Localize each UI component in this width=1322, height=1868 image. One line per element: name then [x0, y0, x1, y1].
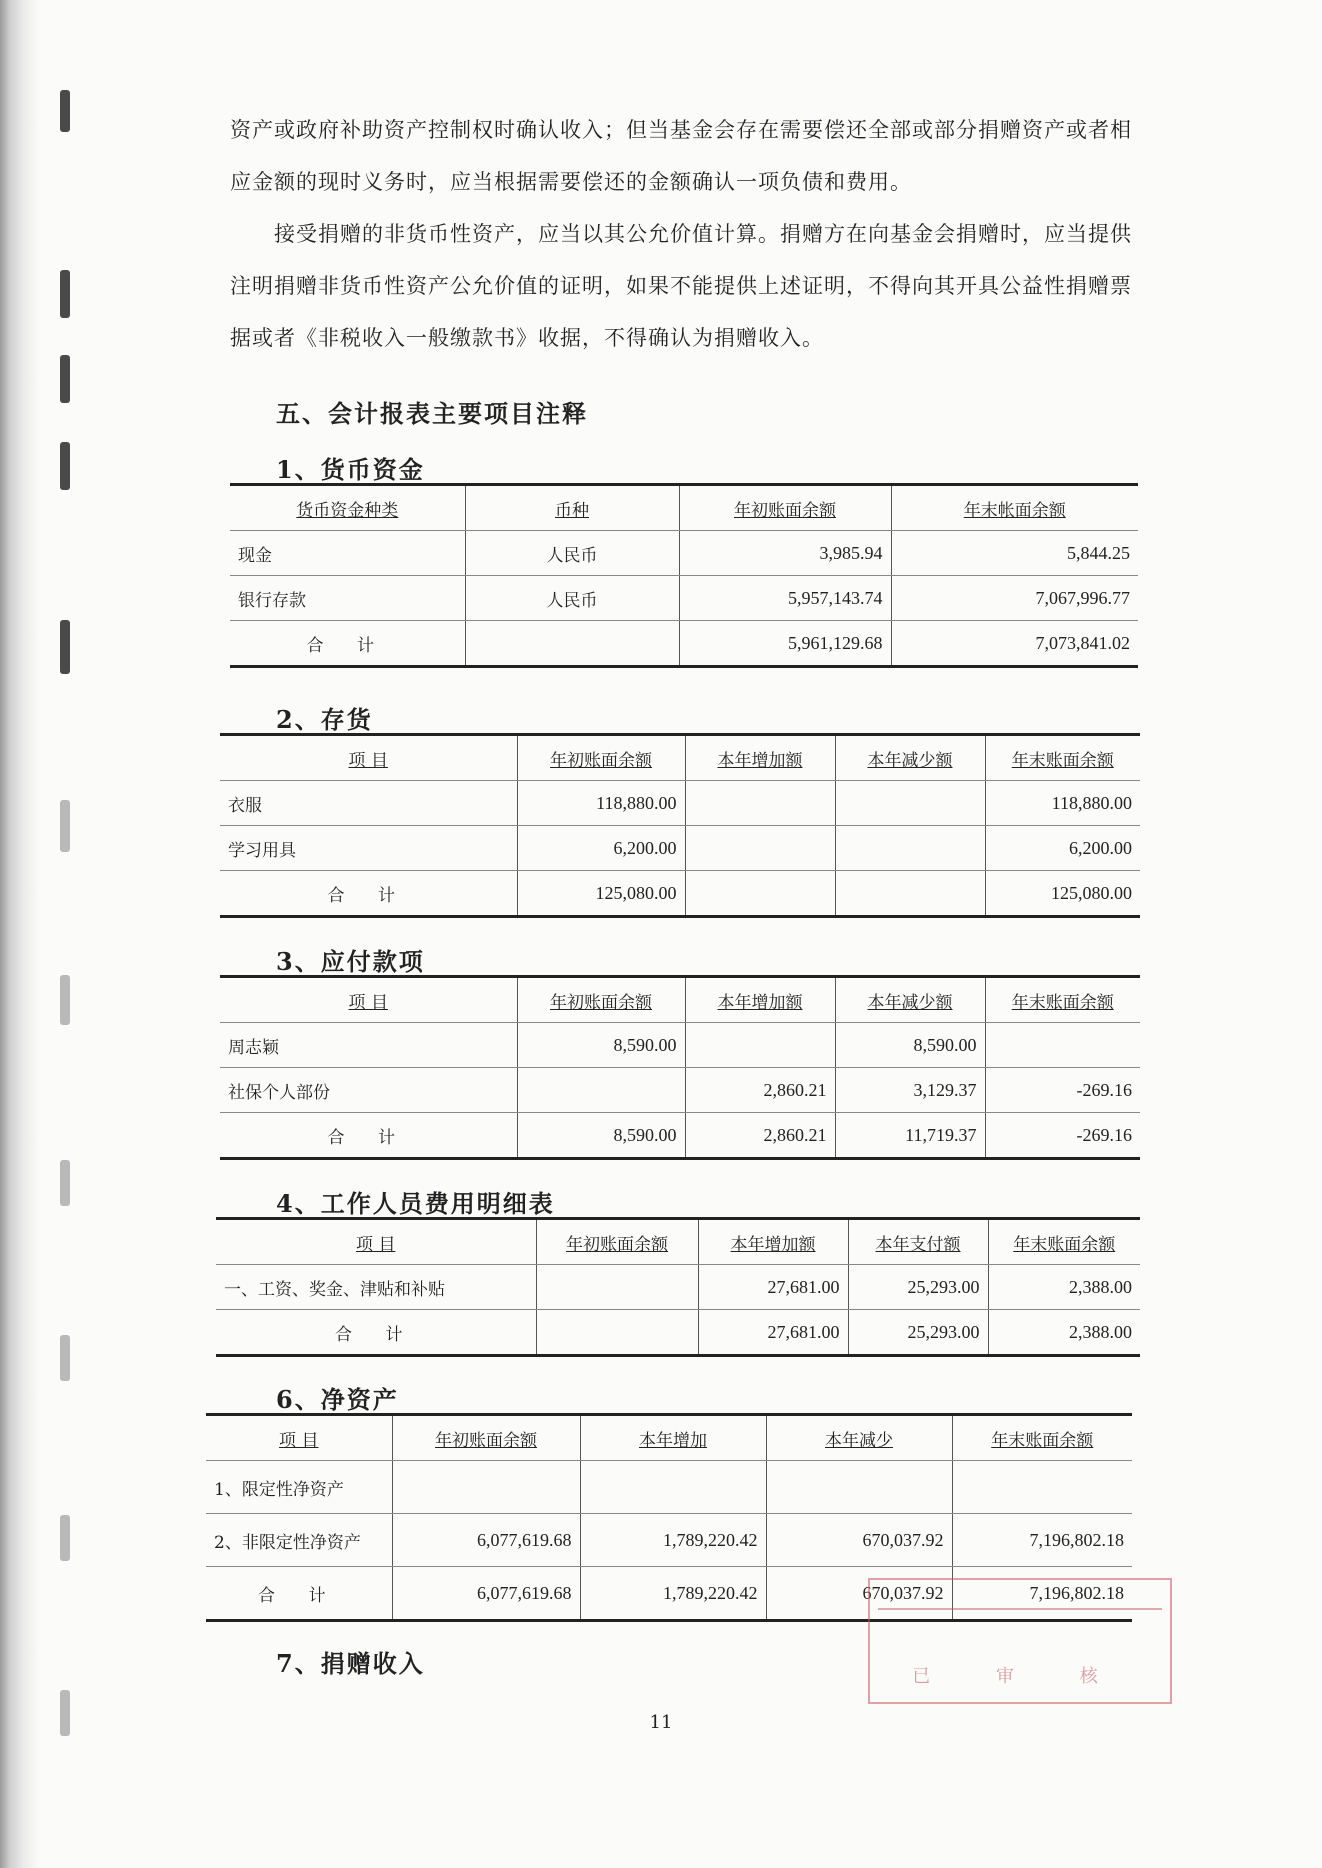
value-cell: 7,073,841.02	[891, 621, 1138, 667]
column-header: 项 目	[220, 977, 517, 1023]
table-row	[220, 781, 1140, 826]
total-label: 合 计	[230, 621, 465, 667]
value-cell: 3,985.94	[679, 531, 891, 576]
row-label: 一、工资、奖金、津贴和补贴	[216, 1265, 536, 1310]
value-cell: 7,067,996.77	[891, 576, 1138, 621]
value-cell: 670,037.92	[766, 1514, 952, 1567]
value-cell: 2,388.00	[988, 1310, 1140, 1356]
value-cell: 8,590.00	[517, 1023, 685, 1068]
value-cell	[536, 1265, 698, 1310]
table-header-row	[220, 735, 1140, 781]
value-cell: 8,590.00	[835, 1023, 985, 1068]
payables-title: 3、应付款项	[276, 947, 425, 976]
value-cell: 118,880.00	[985, 781, 1140, 826]
row-label: 社保个人部份	[220, 1068, 517, 1113]
value-cell	[536, 1310, 698, 1356]
row-label: 1、限定性净资产	[206, 1461, 392, 1514]
table-row	[206, 1514, 1132, 1567]
paragraph-noncash-donations-text: 接受捐赠的非货币性资产，应当以其公允价值计算。捐赠方在向基金会捐赠时，应当提供注明捐赠非货币性资产公允价值的证明，如果不能提供上述证明，不得向其开具公益性捐赠票据或者《非税收入一般缴款书》收据，不得确认为捐赠收入。	[230, 222, 1132, 350]
net-assets-title: 6、净资产	[276, 1385, 399, 1414]
value-cell: 11,719.37	[835, 1113, 985, 1159]
value-cell	[835, 826, 985, 871]
value-cell: 5,844.25	[891, 531, 1138, 576]
table-row	[230, 531, 1138, 576]
total-label: 合 计	[206, 1567, 392, 1621]
table-total-row	[216, 1310, 1140, 1356]
column-header: 本年增加	[580, 1415, 766, 1461]
value-cell: 670,037.92	[766, 1567, 952, 1621]
cash-table	[230, 483, 1138, 668]
table-total-row	[230, 621, 1138, 667]
value-cell: 6,077,619.68	[392, 1567, 580, 1621]
value-cell: 7,196,802.18	[952, 1514, 1132, 1567]
section-title: 五、会计报表主要项目注释	[276, 399, 588, 428]
value-cell: -269.16	[985, 1113, 1140, 1159]
inventory-table	[220, 733, 1140, 918]
stamp-bottom-text: 已 审 核	[912, 1666, 1128, 1687]
column-header: 本年减少额	[835, 977, 985, 1023]
column-header: 本年增加额	[685, 977, 835, 1023]
value-cell	[685, 871, 835, 917]
value-cell: 6,200.00	[517, 826, 685, 871]
column-header: 年初账面余额	[517, 735, 685, 781]
column-header: 币种	[465, 485, 679, 531]
currency-cell: 人民币	[465, 576, 679, 621]
value-cell	[517, 1068, 685, 1113]
table-row	[216, 1265, 1140, 1310]
value-cell	[685, 1023, 835, 1068]
table-header-row	[216, 1219, 1140, 1265]
value-cell: -269.16	[985, 1068, 1140, 1113]
value-cell: 5,957,143.74	[679, 576, 891, 621]
value-cell	[835, 781, 985, 826]
column-header: 年末账面余额	[952, 1415, 1132, 1461]
audit-stamp	[868, 1578, 1172, 1704]
column-header: 年末账面余额	[988, 1219, 1140, 1265]
table-row	[230, 576, 1138, 621]
value-cell: 1,789,220.42	[580, 1567, 766, 1621]
table-header-row	[206, 1415, 1132, 1461]
page-number: 11	[649, 1712, 673, 1733]
row-label: 衣服	[220, 781, 517, 826]
value-cell: 118,880.00	[517, 781, 685, 826]
total-label: 合 计	[220, 871, 517, 917]
value-cell: 7,196,802.18	[952, 1567, 1132, 1621]
value-cell	[985, 1023, 1140, 1068]
table-header-row	[230, 485, 1138, 531]
column-header: 年初账面余额	[392, 1415, 580, 1461]
table-row	[220, 1023, 1140, 1068]
column-header: 年末账面余额	[985, 977, 1140, 1023]
value-cell	[766, 1461, 952, 1514]
column-header: 本年增加额	[698, 1219, 848, 1265]
row-label: 周志颖	[220, 1023, 517, 1068]
value-cell: 125,080.00	[517, 871, 685, 917]
column-header: 本年减少额	[835, 735, 985, 781]
value-cell: 2,860.21	[685, 1068, 835, 1113]
cash-title: 1、货币资金	[276, 455, 425, 484]
payables-table	[220, 975, 1140, 1160]
table-header-row	[220, 977, 1140, 1023]
column-header: 货币资金种类	[230, 485, 465, 531]
value-cell: 2,860.21	[685, 1113, 835, 1159]
staff-costs-table	[216, 1217, 1140, 1357]
row-label: 现金	[230, 531, 465, 576]
value-cell	[580, 1461, 766, 1514]
column-header: 项 目	[220, 735, 517, 781]
table-row	[206, 1461, 1132, 1514]
column-header: 项 目	[216, 1219, 536, 1265]
column-header: 年初账面余额	[679, 485, 891, 531]
donation-income-title: 7、捐赠收入	[276, 1649, 425, 1678]
inventory-title: 2、存货	[276, 705, 373, 734]
value-cell	[952, 1461, 1132, 1514]
value-cell: 125,080.00	[985, 871, 1140, 917]
staff-costs-title: 4、工作人员费用明细表	[276, 1189, 555, 1218]
column-header: 本年增加额	[685, 735, 835, 781]
value-cell: 6,077,619.68	[392, 1514, 580, 1567]
value-cell	[392, 1461, 580, 1514]
value-cell: 2,388.00	[988, 1265, 1140, 1310]
value-cell: 27,681.00	[698, 1265, 848, 1310]
value-cell: 1,789,220.42	[580, 1514, 766, 1567]
value-cell	[835, 871, 985, 917]
value-cell: 8,590.00	[517, 1113, 685, 1159]
column-header: 项 目	[206, 1415, 392, 1461]
column-header: 本年减少	[766, 1415, 952, 1461]
value-cell: 5,961,129.68	[679, 621, 891, 667]
column-header: 年初账面余额	[536, 1219, 698, 1265]
value-cell: 25,293.00	[848, 1310, 988, 1356]
value-cell	[465, 621, 679, 667]
table-row	[220, 826, 1140, 871]
column-header: 本年支付额	[848, 1219, 988, 1265]
table-row	[220, 1068, 1140, 1113]
table-total-row	[220, 1113, 1140, 1159]
paragraph-revenue-recognition: 资产或政府补助资产控制权时确认收入；但当基金会存在需要偿还全部或部分捐赠资产或者相应金额的现时义务时，应当根据需要偿还的金额确认一项负债和费用。	[230, 118, 1132, 194]
value-cell: 25,293.00	[848, 1265, 988, 1310]
currency-cell: 人民币	[465, 531, 679, 576]
value-cell	[685, 781, 835, 826]
total-label: 合 计	[220, 1113, 517, 1159]
row-label: 2、非限定性净资产	[206, 1514, 392, 1567]
value-cell: 6,200.00	[985, 826, 1140, 871]
column-header: 年初账面余额	[517, 977, 685, 1023]
row-label: 学习用具	[220, 826, 517, 871]
row-label: 银行存款	[230, 576, 465, 621]
stamp-top-text	[878, 1602, 1162, 1610]
paragraph-noncash-donations	[230, 208, 1150, 364]
value-cell: 27,681.00	[698, 1310, 848, 1356]
value-cell: 3,129.37	[835, 1068, 985, 1113]
column-header: 年末账面余额	[985, 735, 1140, 781]
column-header: 年末帐面余额	[891, 485, 1138, 531]
table-total-row	[220, 871, 1140, 917]
value-cell	[685, 826, 835, 871]
total-label: 合 计	[216, 1310, 536, 1356]
